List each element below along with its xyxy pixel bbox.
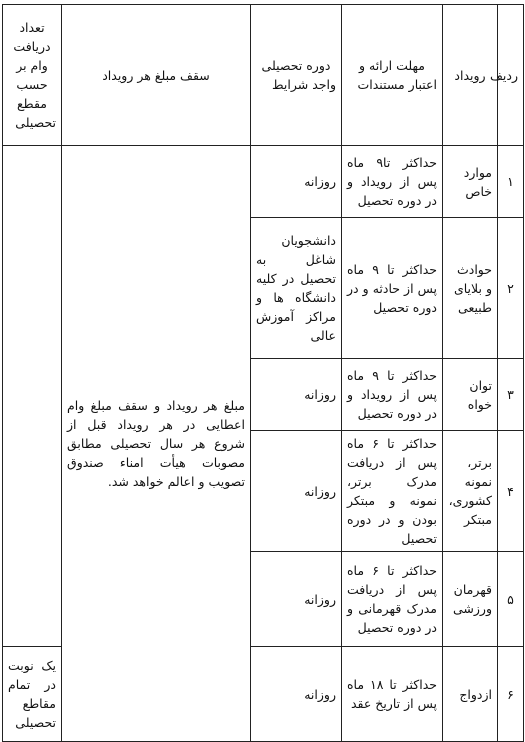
- table-row: [3, 146, 524, 218]
- deadline-cell: حداکثر تا ۶ ماه پس از دریافت مدرک برتر، نمونه و مبتکر بودن و در دوره تحصیل: [342, 431, 443, 552]
- count-note-cell: یک نوبت در تمام مقاطع تحصیلی: [3, 647, 62, 742]
- header-cap: سقف مبلغ هر رویداد: [62, 5, 251, 146]
- deadline-cell: حداکثر تا ۹ ماه پس از حادثه و در دوره تحصیل: [342, 218, 443, 359]
- header-period: دوره تحصیلی واجد شرایط: [251, 5, 342, 146]
- event-name: حوادث و بلایای طبیعی: [443, 218, 498, 359]
- row-number: ۲: [498, 218, 524, 359]
- event-name: برتر، نمونه کشوری، مبتکر: [443, 431, 498, 552]
- header-deadline: مهلت ارائه و اعتبار مستندات: [342, 5, 443, 146]
- event-name: ازدواج: [443, 647, 498, 742]
- deadline-cell: حداکثر تا ۹ ماه پس از رویداد و در دوره تحصیل: [342, 359, 443, 431]
- period-cell: روزانه: [251, 647, 342, 742]
- period-cell: روزانه: [251, 359, 342, 431]
- header-row: [3, 5, 524, 146]
- header-event: رویداد: [443, 5, 498, 146]
- count-blank-cell: [3, 146, 62, 647]
- period-cell: روزانه: [251, 146, 342, 218]
- cap-note-cell: مبلغ هر رویداد و سقف مبلغ وام اعطایی در هر رویداد قبل از شروع هر سال تحصیلی مطابق مصوبات هیأت امناء صندوق تصویب و اعالم خواهد شد.: [62, 146, 251, 742]
- row-number: ۴: [498, 431, 524, 552]
- row-number: ۳: [498, 359, 524, 431]
- row-number: ۱: [498, 146, 524, 218]
- event-name: توان خواه: [443, 359, 498, 431]
- period-cell: دانشجویان شاغل به تحصیل در کلیه دانشگاه ها و مراکز آموزش عالی: [251, 218, 342, 359]
- loan-events-table: [2, 4, 524, 742]
- deadline-cell: حداکثر تا ۶ ماه پس از دریافت مدرک قهرمانی و در دوره تحصیل: [342, 552, 443, 647]
- event-name: موارد خاص: [443, 146, 498, 218]
- deadline-cell: حداکثر تا ۱۸ ماه پس از تاریخ عقد: [342, 647, 443, 742]
- row-number: ۶: [498, 647, 524, 742]
- row-number: ۵: [498, 552, 524, 647]
- period-cell: روزانه: [251, 552, 342, 647]
- period-cell: روزانه: [251, 431, 342, 552]
- event-name: قهرمان ورزشی: [443, 552, 498, 647]
- header-row-no: ردیف: [498, 5, 524, 146]
- header-count: تعداد دریافت وام بر حسب مقطع تحصیلی: [3, 5, 62, 146]
- deadline-cell: حداکثر تا۹ ماه پس از رویداد و در دوره تحصیل: [342, 146, 443, 218]
